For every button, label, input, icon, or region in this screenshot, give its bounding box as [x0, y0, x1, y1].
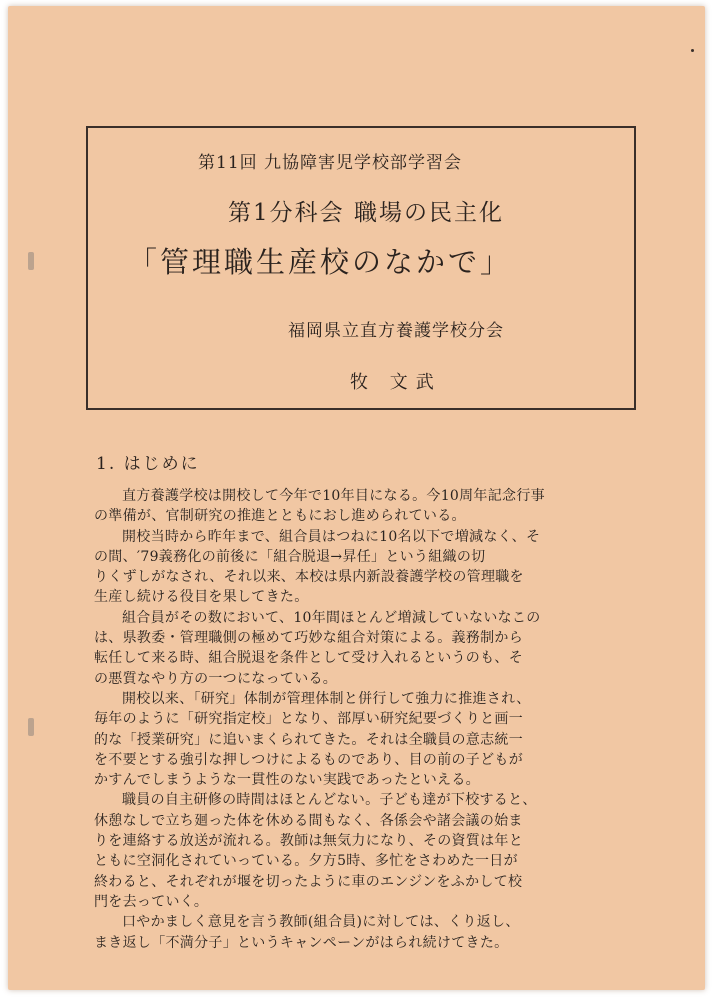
author-name: 牧 文武 — [350, 372, 442, 393]
body-line: 開校当時から昨年まで、組合員はつねに10名以下で増減なく、そ — [122, 528, 541, 545]
body-line: りくずしがなされ、それ以来、本校は県内新設養護学校の管理職を — [94, 569, 524, 586]
body-line: まき返し「不満分子」というキャンペーンがはられ続けてきた。 — [94, 934, 509, 951]
body-line: 組合員がその数において、10年間ほとんど増減していないなこの — [122, 609, 541, 626]
staple-mark-bottom — [28, 718, 34, 736]
body-line: かすんでしまうような一貫性のない実践であったといえる。 — [94, 772, 480, 789]
document-title: 「管理職生産校のなかで」 — [128, 245, 513, 279]
organization-name: 福岡県立直方養護学校分会 — [288, 321, 504, 341]
body-line: 口やかましく意見を言う教師(組合員)に対しては、くり返し、 — [122, 914, 520, 931]
document-page — [8, 6, 705, 990]
body-line: 転任して来る時、組合脱退を条件として受け入れるというのも、そ — [94, 650, 523, 667]
subcommittee-name: 第1分科会 職場の民主化 — [228, 200, 504, 226]
body-line: の悪質なやり方の一つになっている。 — [94, 670, 338, 687]
staple-mark-top — [28, 252, 34, 270]
body-line: の間、′79義務化の前後に「組合脱退→昇任」という組織の切 — [94, 548, 486, 565]
body-line: は、県教委・管理職側の極めて巧妙な組合対策による。義務制から — [94, 630, 523, 647]
body-line: 終わると、それぞれが堰を切ったように車のエンジンをふかして校 — [94, 873, 523, 890]
body-line: 門を去っていく。 — [94, 893, 209, 910]
body-line: の準備が、官制研究の推進とともにおし進められている。 — [94, 508, 466, 525]
body-line: を不要とする強引な押しつけによるものであり、目の前の子どもが — [94, 751, 523, 768]
body-line: 休憩なしで立ち廻った体を休める間もなく、各係会や諸会議の始ま — [94, 812, 523, 829]
body-line: 的な「授業研究」に追いまくられてきた。それは全職員の意志統一 — [94, 731, 523, 748]
body-line: 生産し続ける役目を果してきた。 — [94, 589, 309, 606]
body-line: りを連絡する放送が流れる。教師は無気力になり、その資質は年と — [94, 833, 523, 850]
body-text — [94, 486, 694, 953]
body-line: 直方養護学校は開校して今年で10年目になる。今10周年記念行事 — [122, 488, 545, 504]
body-line: ともに空洞化されていっている。夕方5時、多忙をさわめた一日が — [94, 853, 518, 870]
ink-dot — [691, 49, 694, 52]
title-box — [86, 126, 636, 410]
body-line: 毎年のように「研究指定校」となり、部厚い研究紀要づくりと画一 — [94, 711, 523, 728]
body-line: 開校以来、「研究」体制が管理体制と併行して強力に推進され、 — [122, 690, 531, 707]
meeting-name: 第11回 九協障害児学校部学習会 — [198, 153, 463, 173]
body-line: 職員の自主研修の時間はほとんどない。子ども達が下校すると、 — [122, 792, 537, 809]
section-heading: 1. はじめに — [96, 454, 200, 474]
